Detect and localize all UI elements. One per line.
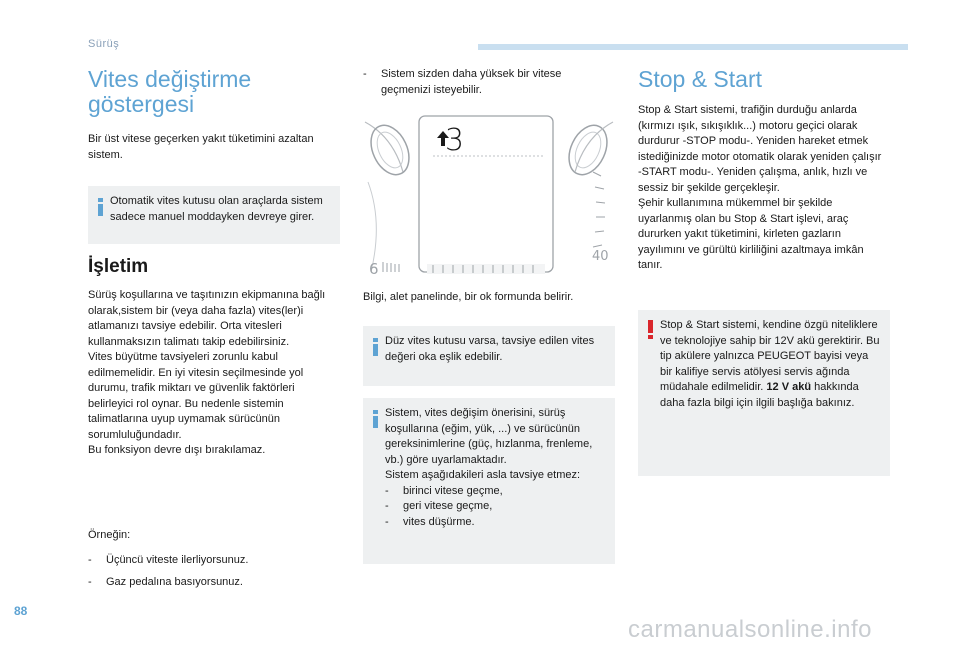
page-number: 88 <box>14 604 28 618</box>
middle-top <box>363 67 613 98</box>
example-label: Örneğin: <box>88 529 131 541</box>
title-line-1: Vites değiştirme <box>88 66 252 92</box>
never-item: - vites düşürme. <box>385 515 605 531</box>
instrument-panel-illustration <box>363 112 618 276</box>
watermark: carmanualsonline.info <box>628 616 872 643</box>
operation-section <box>88 256 338 459</box>
never-item: - birinci vitese geçme, <box>385 484 605 500</box>
operation-para-2: Vites büyütme tavsiyeleri zorunlu kabul edilmemelidir. En iyi vitesin seçilmesinde yol durumu, trafik miktarı ve güvenlik faktörleri belirleyici rol oynar. Bu nedenle sistemin talimatlarına uyup uymamak sürücünün sorumluluğundadır. <box>88 351 304 441</box>
info-note-2-text: Düz vites kutusu varsa, tavsiye edilen vites değeri oka eşlik edebilir. <box>385 335 595 363</box>
info-note-3 <box>363 398 615 564</box>
operation-para-3: Bu fonksiyon devre dışı bırakılamaz. <box>88 444 266 456</box>
stop-start-para-2: Şehir kullanımına mükemmel bir şekilde uyarlanmış olan bu Stop & Start işlevi, araç dururken yakıt tüketimini, kirleten gazların yayılımını ve gürültü kirliliğini azaltmaya imkân tanır. <box>638 197 864 271</box>
left-column <box>88 67 338 163</box>
warning-note <box>638 310 890 476</box>
operation-para-1: Sürüş koşullarına ve taşıtınızın ekipmanına bağlı olarak,sistem bir (veya daha fazla) vites(ler)i atlamanızı tavsiye edebilir. Orta vitesleri kullanmaksızın talimatı takip edebilirsiniz. <box>88 289 326 348</box>
title-line-2: göstergesi <box>88 91 195 117</box>
stop-start-title: Stop & Start <box>638 66 763 92</box>
info-icon <box>373 338 378 356</box>
illustration-caption: Bilgi, alet panelinde, bir ok formunda belirir. <box>363 291 574 303</box>
info-icon <box>98 198 103 216</box>
info-note-2 <box>363 326 615 386</box>
warning-icon <box>648 320 653 340</box>
info-note-text: Otomatik vites kutusu olan araçlarda sistem sadece manuel moddayken devreye girer. <box>110 195 323 223</box>
section-tag: Sürüş <box>88 38 120 50</box>
bullet-list <box>363 67 613 98</box>
gauge-right-number: 40 <box>592 249 609 264</box>
bullet-item: - Sistem sizden daha yüksek bir vitese geçmenizi isteyebilir. <box>363 67 613 98</box>
stop-start-para-1: Stop & Start sistemi, trafiğin durduğu anlarda (kırmızı ışık, sıkışıklık...) motoru geçici olarak durdurur -STOP modu-. Yeniden hareket etmek istediğinizde motor otomatik olarak yeniden çalışır -START modu-. Yeniden çalışma, anlık, hızlı ve sessiz bir şekilde gerçekleşir. <box>638 104 882 194</box>
warning-note-text <box>660 318 880 411</box>
example-list <box>88 553 338 591</box>
warning-text-a: Stop & Start sistemi, kendine özgü niteliklere ve teknolojiye sahip bir 12V akü gerektirir. Bu tip akülere yalnızca PEUGEOT bayisi veya bir kalifiye servis atölyesi servis ağında müdahale edilmelidir. <box>660 319 880 393</box>
info-note-3-body <box>385 406 605 530</box>
info-note <box>88 186 340 244</box>
intro-text: Bir üst vitese geçerken yakıt tüketimini azaltan sistem. <box>88 133 314 161</box>
example-section <box>88 528 338 591</box>
example-item: - Gaz pedalına basıyorsunuz. <box>88 575 338 591</box>
gauge-svg <box>363 112 618 276</box>
never-list <box>385 484 605 531</box>
warning-text-bold: 12 V akü <box>766 381 812 393</box>
gear-indicator: 3 <box>445 123 465 158</box>
warning-text-b: hakkında daha fazla bilgi için ilgili başlığa bakınız. <box>660 381 859 409</box>
example-item: - Üçüncü viteste ilerliyorsunuz. <box>88 553 338 569</box>
info-note-3-text: Sistem, vites değişim önerisini, sürüş koşullarına (eğim, yük, ...) ve sürücünün gereksinimlerine (güç, hızlanma, frenleme, vb.) göre uyarlamaktadır. <box>385 407 593 466</box>
never-item: - geri vitese geçme, <box>385 499 605 515</box>
header-bar <box>478 44 908 50</box>
section-title <box>88 67 338 117</box>
info-icon <box>373 410 378 428</box>
info-note-3-subtext: Sistem aşağıdakileri asla tavsiye etmez: <box>385 469 581 481</box>
right-column <box>638 67 888 274</box>
operation-heading: İşletim <box>88 256 149 277</box>
gauge-left-number: 6 <box>369 260 379 276</box>
